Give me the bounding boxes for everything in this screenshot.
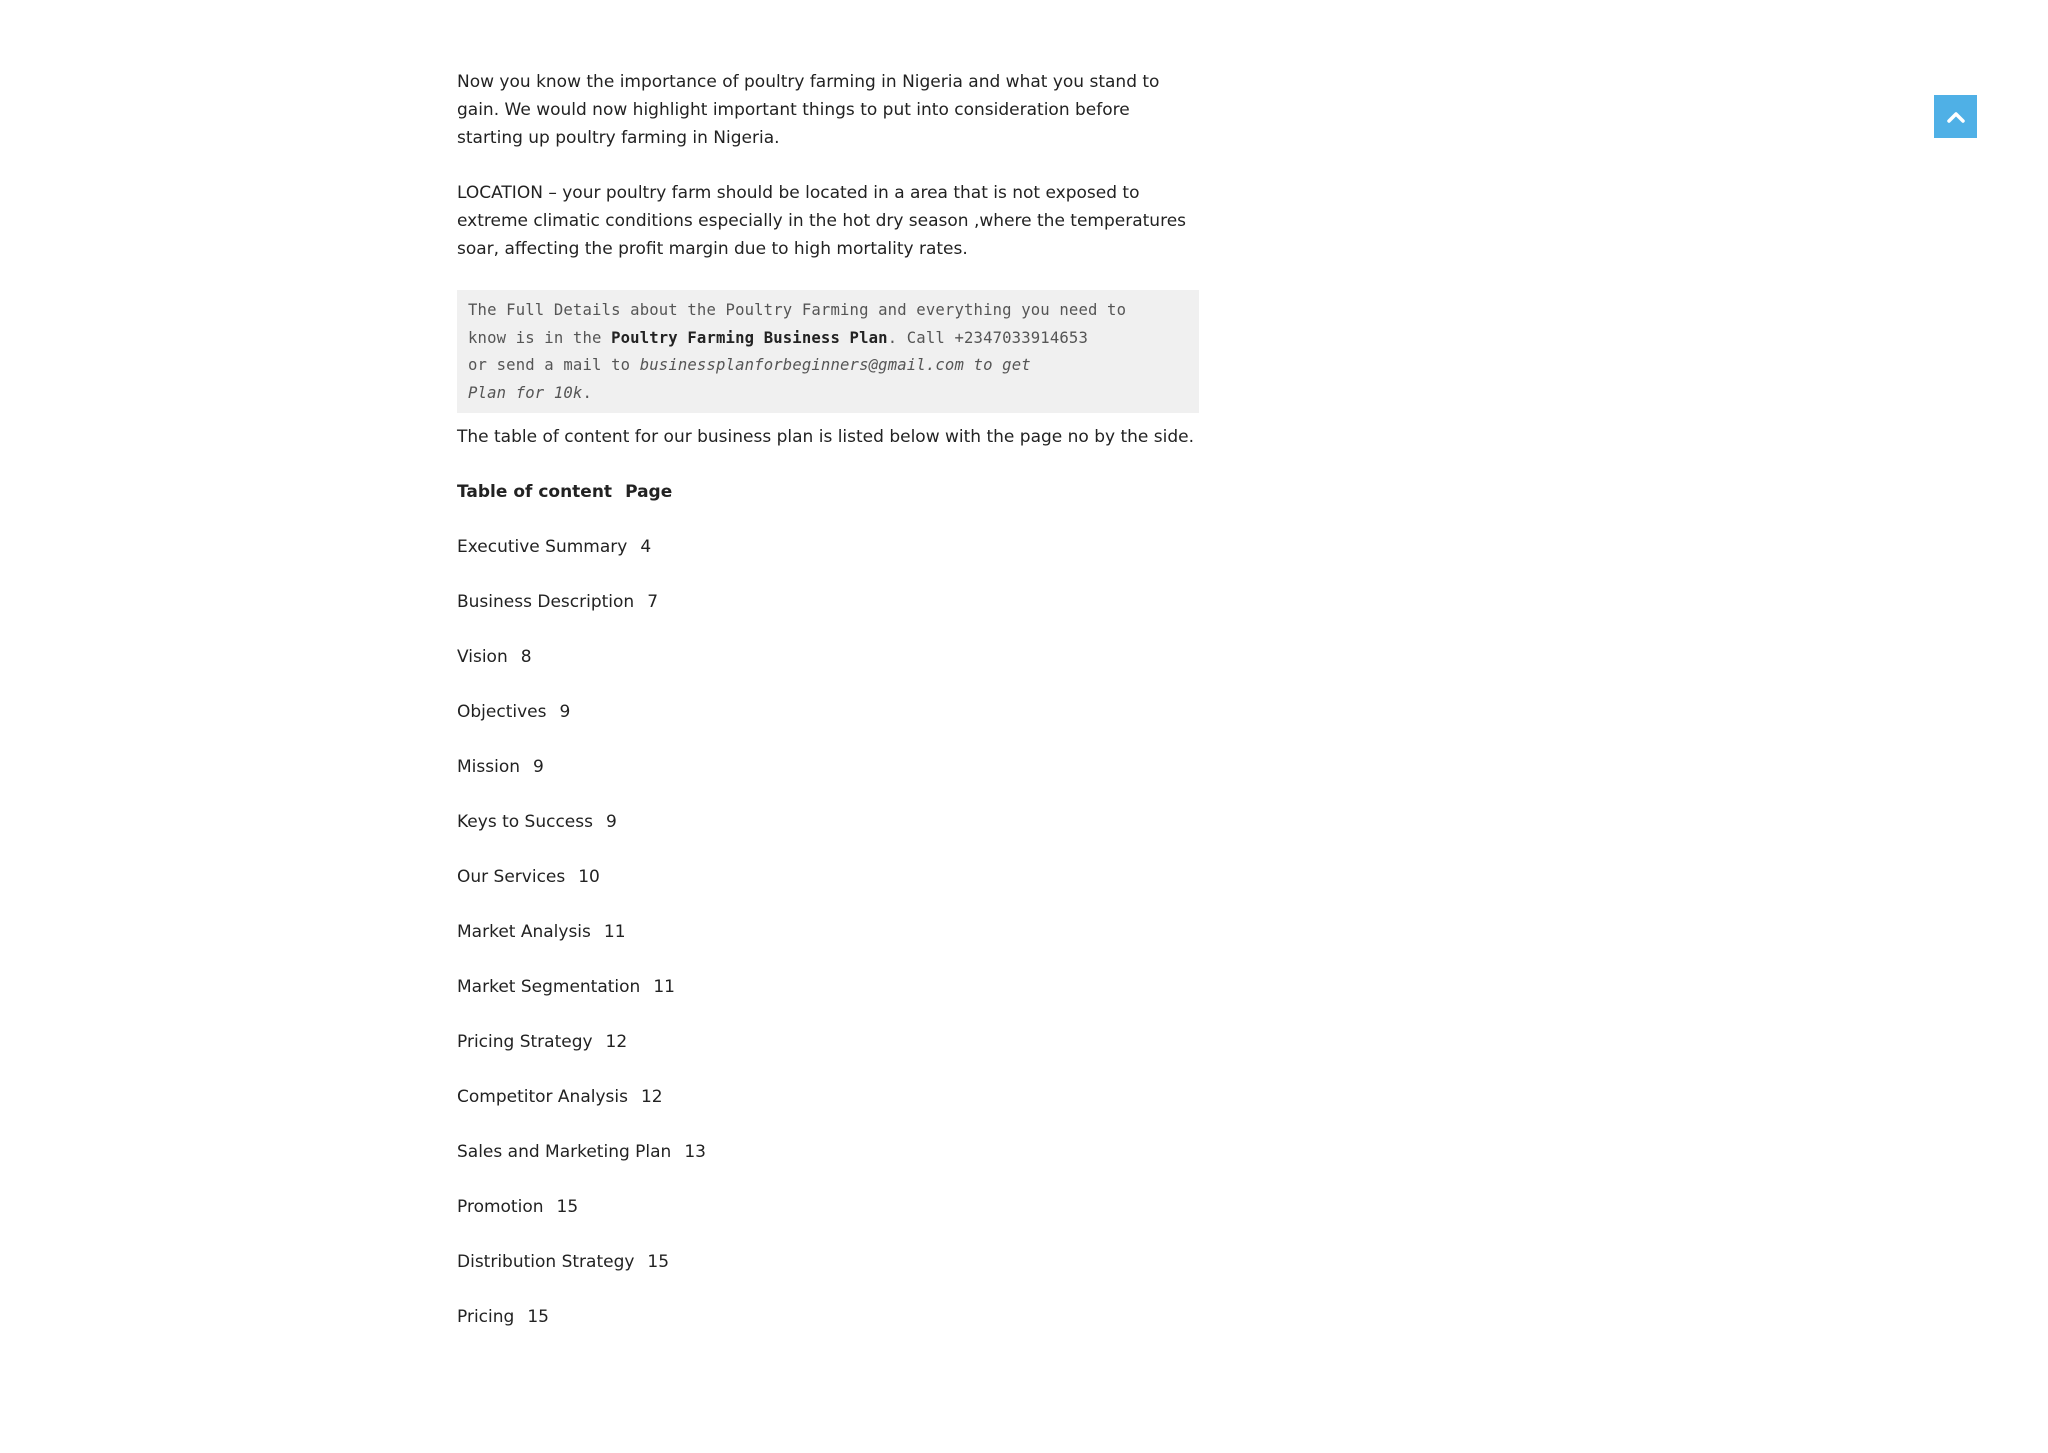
toc-item-title: Pricing	[457, 1307, 515, 1327]
toc-item-title: Competitor Analysis	[457, 1087, 628, 1107]
toc-item-title: Vision	[457, 647, 508, 667]
toc-item-page: 4	[640, 537, 652, 557]
toc-item-title: Market Segmentation	[457, 977, 641, 997]
toc-item-page: 13	[684, 1142, 706, 1162]
toc-item	[457, 533, 1199, 561]
toc-item	[457, 808, 1199, 836]
toc-item-page: 9	[533, 757, 544, 777]
toc-item	[457, 1193, 1199, 1221]
toc-item-title: Distribution Strategy	[457, 1252, 635, 1272]
toc-header	[457, 478, 1199, 506]
toc-item-title: Market Analysis	[457, 922, 591, 942]
toc-item	[457, 698, 1199, 726]
toc-item	[457, 753, 1199, 781]
business-plan-callout	[457, 290, 1199, 413]
toc-item-page: 12	[640, 1087, 663, 1107]
toc-item	[457, 588, 1199, 616]
callout-phone: . Call +2347033914653	[887, 328, 1088, 347]
callout-line-4	[468, 380, 1188, 408]
scroll-to-top-button[interactable]	[1934, 95, 1977, 138]
toc-item-page: 8	[520, 647, 532, 667]
toc-item-page: 9	[605, 812, 617, 832]
callout-price: Plan for 10k	[468, 383, 583, 402]
callout-email: businessplanforbeginners@gmail.com to get	[639, 356, 1031, 374]
toc-item	[457, 863, 1199, 891]
toc-item-title: Our Services	[457, 867, 566, 887]
toc-item-title: Sales and Marketing Plan	[457, 1142, 672, 1162]
toc-item-page: 12	[605, 1032, 628, 1052]
toc-item-title: Mission	[457, 757, 521, 777]
toc-item-page: 15	[556, 1197, 579, 1217]
article-content	[457, 68, 1199, 1358]
callout-line-2	[468, 325, 1188, 353]
callout-line-3	[468, 352, 1188, 380]
toc-item-title: Executive Summary	[457, 537, 628, 557]
toc-item-title: Promotion	[457, 1197, 544, 1217]
toc-header-title: Table of content	[457, 482, 613, 502]
toc-item-title: Pricing Strategy	[457, 1032, 593, 1052]
chevron-up-icon	[1947, 111, 1965, 123]
callout-line-1: The Full Details about the Poultry Farming and everything you need to	[468, 301, 1127, 319]
toc-item	[457, 643, 1199, 671]
toc-item-title: Objectives	[457, 702, 547, 722]
toc-item	[457, 1248, 1199, 1276]
toc-item-page: 11	[653, 977, 675, 997]
business-plan-name: Poultry Farming Business Plan	[611, 328, 888, 347]
toc-item	[457, 973, 1199, 1001]
toc-item-title: Keys to Success	[457, 812, 593, 832]
toc-item	[457, 918, 1199, 946]
toc-intro: The table of content for our business plan is listed below with the page no by the side.	[457, 427, 1195, 447]
toc-item-page: 10	[578, 867, 600, 887]
callout-text: .	[582, 383, 593, 402]
toc-list	[457, 533, 1199, 1331]
toc-header-page: Page	[625, 482, 673, 502]
toc-item	[457, 1303, 1199, 1331]
location-paragraph: LOCATION – your poultry farm should be located in a area that is not exposed to extreme climatic conditions especially in the hot dry season ,where the temperatures soar, affecting the profit margin due to high mortality rates.	[457, 183, 1187, 259]
toc-item-title: Business Description	[457, 592, 635, 612]
callout-text: know is in the	[468, 328, 612, 347]
intro-paragraph: Now you know the importance of poultry farming in Nigeria and what you stand to gain. We would now highlight important things to put into consideration before starting up poultry farming in Nigeria.	[457, 72, 1160, 148]
toc-item-page: 9	[559, 702, 571, 722]
toc-item-page: 15	[527, 1307, 549, 1327]
toc-item	[457, 1083, 1199, 1111]
toc-item-page: 7	[647, 592, 659, 612]
toc-item-page: 11	[603, 922, 626, 942]
toc-item	[457, 1028, 1199, 1056]
toc-item	[457, 1138, 1199, 1166]
callout-text: or send a mail to	[468, 356, 640, 374]
toc-item-page: 15	[647, 1252, 670, 1272]
